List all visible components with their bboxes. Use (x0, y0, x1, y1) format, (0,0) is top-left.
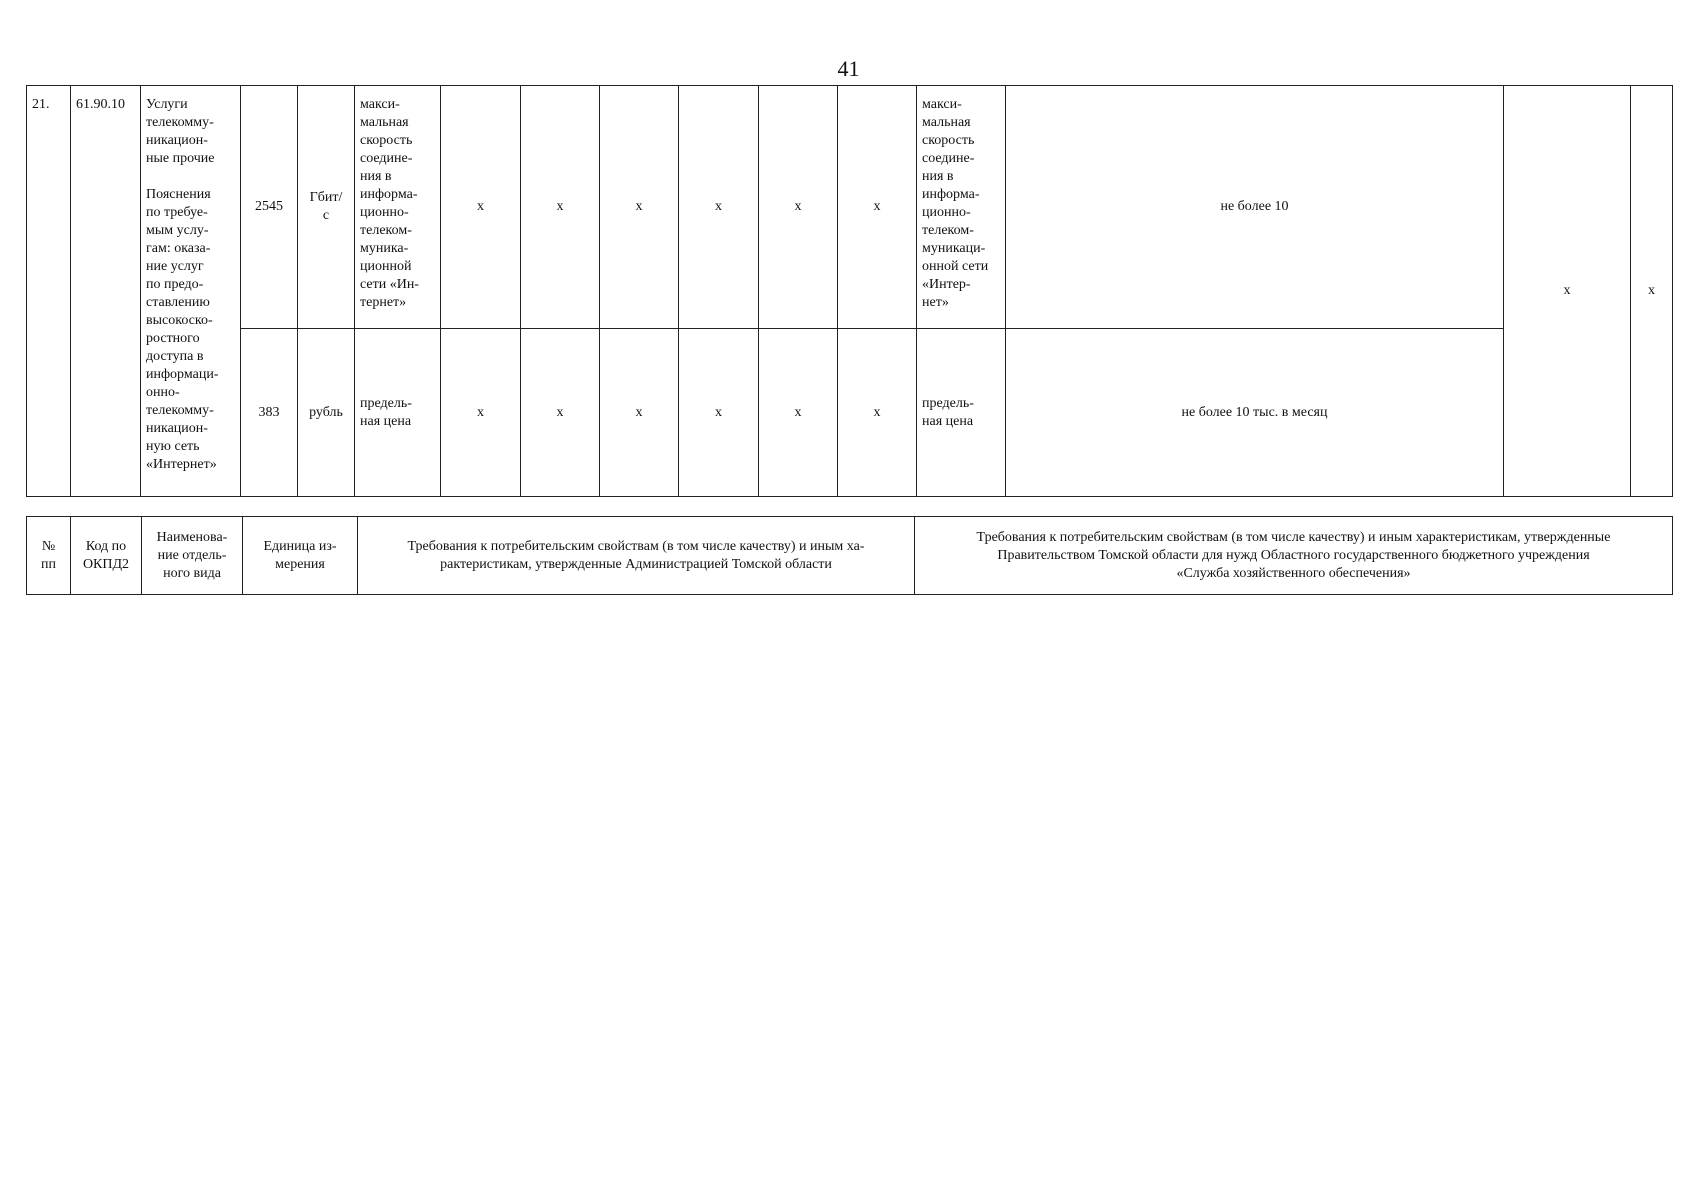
row-number: 21. (27, 86, 71, 497)
x-cell: x (600, 329, 679, 497)
characteristic-name: макси- мальная скорость соедине- ния в информа- ционно- телеком- муника- ционной сети «Ин- тернет» (355, 86, 441, 329)
unit-name: Гбит/ с (298, 86, 355, 329)
x-cell: x (521, 86, 600, 329)
x-cell: x (441, 86, 521, 329)
header-admin-requirements: Требования к потребительским свойствам (в том числе качеству) и иным ха- рактеристикам, утвержденные Администрацией Томской области (358, 517, 915, 595)
x-cell: x (679, 86, 759, 329)
x-cell: x (679, 329, 759, 497)
header-gov-requirements: Требования к потребительским свойствам (в том числе качеству) и иным характеристикам, утвержденные Правительством Томской области для нужд Областного государственного бюджетного учреждения «Служба хозяйственного обеспечения» (915, 517, 1673, 595)
header-okpd2: Код по ОКПД2 (71, 517, 142, 595)
page-number: 41 (837, 56, 860, 81)
x-cell: x (759, 86, 838, 329)
characteristic-code: 383 (241, 329, 298, 497)
header-name: Наименова- ние отдель- ного вида (142, 517, 243, 595)
x-cell: x (600, 86, 679, 329)
header-unit: Единица из- мерения (243, 517, 358, 595)
header-number: № пп (27, 517, 71, 595)
characteristic-code: 2545 (241, 86, 298, 329)
x-cell: x (521, 329, 600, 497)
okpd2-code: 61.90.10 (71, 86, 141, 497)
header-table (26, 516, 1673, 595)
gov-characteristic-name: макси- мальная скорость соедине- ния в информа- ционно- телеком- муникаци- онной сети «Интер- нет» (917, 86, 1006, 329)
x-cell: x (759, 329, 838, 497)
x-cell: x (1631, 86, 1673, 497)
x-cell: x (838, 329, 917, 497)
gov-characteristic-name: предель- ная цена (917, 329, 1006, 497)
requirements-table (26, 85, 1673, 497)
table-row (27, 86, 1673, 329)
characteristic-name: предель- ная цена (355, 329, 441, 497)
header-row (27, 517, 1673, 595)
gov-characteristic-value: не более 10 (1006, 86, 1504, 329)
service-name: Услуги телекомму- никацион- ные прочие Пояснения по требуе- мым услу- гам: оказа- ние услуг по предо- ставлению высокоско- ростного доступа в информаци- онно- телекомму- никацион- ную сеть «Интернет» (141, 86, 241, 497)
x-cell: x (1504, 86, 1631, 497)
gov-characteristic-value: не более 10 тыс. в месяц (1006, 329, 1504, 497)
x-cell: x (838, 86, 917, 329)
unit-name: рубль (298, 329, 355, 497)
table-row (27, 329, 1673, 497)
x-cell: x (441, 329, 521, 497)
